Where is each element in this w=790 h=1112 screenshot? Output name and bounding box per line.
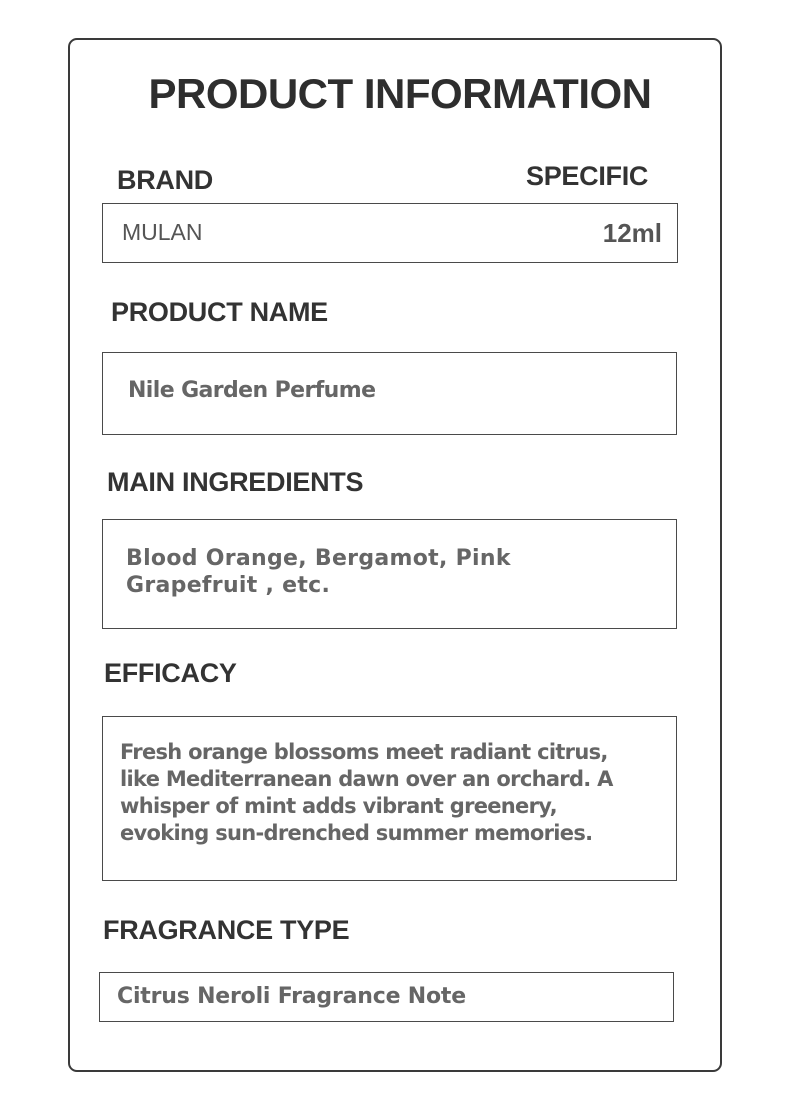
main-ingredients-line-1: Blood Orange, Bergamot, Pink xyxy=(126,546,511,571)
product-name-label: PRODUCT NAME xyxy=(111,297,328,327)
main-ingredients-line-2: Grapefruit , etc. xyxy=(126,573,331,598)
efficacy-line-3: whisper of mint adds vibrant greenery, xyxy=(120,794,557,818)
page-title: PRODUCT INFORMATION xyxy=(148,70,652,117)
brand-value: MULAN xyxy=(122,219,203,245)
fragrance-type-value: Citrus Neroli Fragrance Note xyxy=(117,984,466,1009)
efficacy-line-4: evoking sun-drenched summer memories. xyxy=(120,821,593,845)
fragrance-type-label: FRAGRANCE TYPE xyxy=(103,915,350,945)
specific-value: 12ml xyxy=(602,218,662,248)
efficacy-line-1: Fresh orange blossoms meet radiant citrus, xyxy=(120,740,608,764)
product-name-value: Nile Garden Perfume xyxy=(128,378,376,403)
main-ingredients-label: MAIN INGREDIENTS xyxy=(107,467,364,497)
efficacy-label: EFFICACY xyxy=(104,658,237,688)
efficacy-line-2: like Mediterranean dawn over an orchard. A xyxy=(120,767,613,791)
brand-label: BRAND xyxy=(117,165,213,195)
specific-label: SPECIFIC xyxy=(526,161,649,191)
